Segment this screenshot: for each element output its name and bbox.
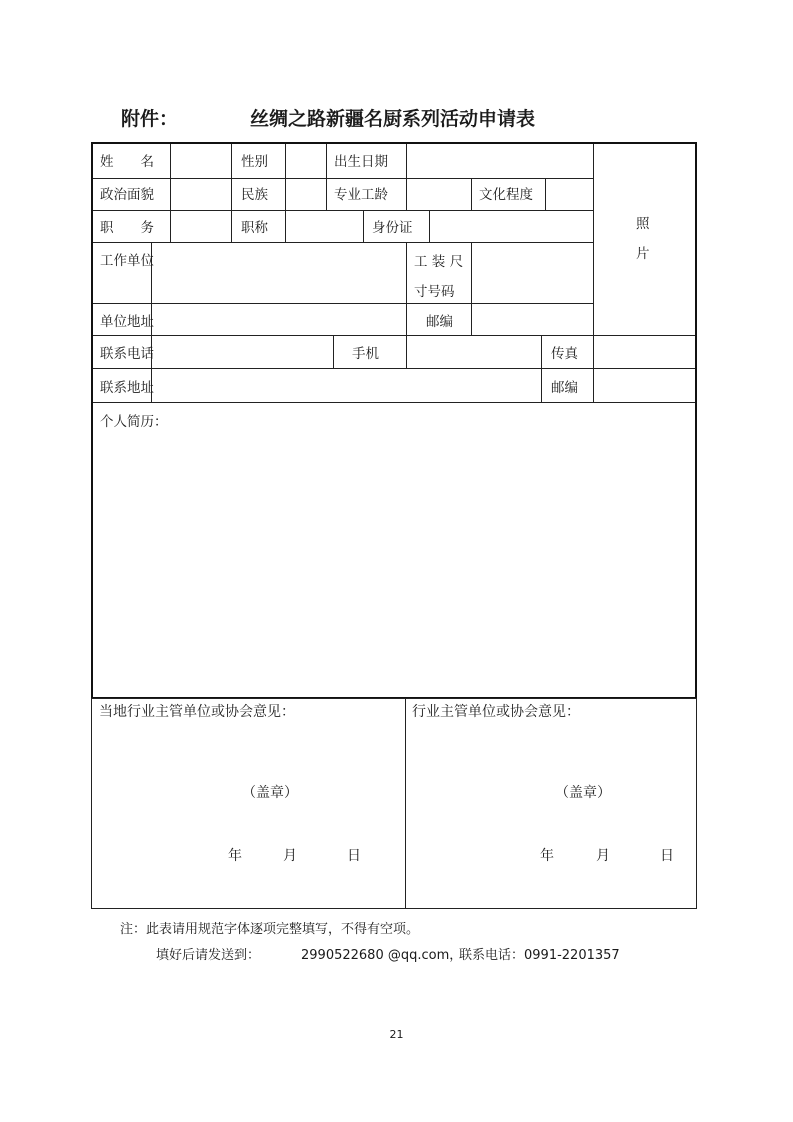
row-divider xyxy=(93,303,593,304)
cell-divider xyxy=(406,335,407,368)
label-birth-date: 出生日期 xyxy=(334,154,388,170)
date-month-right: 月 xyxy=(596,848,610,864)
cell-divider xyxy=(326,144,327,210)
seal-right: （盖章） xyxy=(555,785,611,801)
attachment-label: 附件： xyxy=(121,108,179,130)
label-fax: 传真 xyxy=(551,346,578,362)
application-form xyxy=(91,142,697,699)
date-year-left: 年 xyxy=(228,848,242,864)
cell-divider xyxy=(231,144,232,242)
label-postcode-2: 邮编 xyxy=(551,380,578,396)
row-divider xyxy=(93,402,695,403)
label-professional-years: 专业工龄 xyxy=(334,187,388,203)
date-month-left: 月 xyxy=(283,848,297,864)
label-contact-address: 联系地址 xyxy=(100,380,154,396)
cell-divider xyxy=(471,178,472,210)
seal-left: （盖章） xyxy=(242,785,298,801)
date-year-right: 年 xyxy=(540,848,554,864)
label-postcode: 邮编 xyxy=(426,314,453,330)
row-divider xyxy=(93,210,593,211)
date-day-left: 日 xyxy=(347,848,361,864)
label-gender: 性别 xyxy=(241,154,268,170)
cell-divider xyxy=(170,144,171,242)
send-to-label: 填好后请发送到： xyxy=(156,948,261,963)
row-divider xyxy=(93,335,695,336)
cell-divider xyxy=(471,242,472,335)
label-photo-1: 照 xyxy=(636,216,650,232)
label-education: 文化程度 xyxy=(479,187,533,203)
approval-divider xyxy=(405,699,406,908)
label-id-card: 身份证 xyxy=(372,220,413,236)
label-title-rank: 职称 xyxy=(241,220,268,236)
cell-divider xyxy=(429,210,430,242)
cell-divider xyxy=(285,178,286,210)
date-day-right: 日 xyxy=(660,848,674,864)
row-divider xyxy=(93,242,593,243)
label-name: 姓 名 xyxy=(100,154,154,170)
cell-divider xyxy=(333,335,334,368)
local-authority-opinion-label: 当地行业主管单位或协会意见： xyxy=(99,704,295,720)
cell-divider xyxy=(593,335,594,402)
label-work-unit: 工作单位 xyxy=(100,253,154,269)
email-address: 2990522680 @qq.com， xyxy=(301,948,463,963)
contact-phone-note: 联系电话：0991-2201357 xyxy=(459,948,620,963)
fill-note: 注：此表请用规范字体逐项完整填写，不得有空项。 xyxy=(120,922,420,937)
cell-divider xyxy=(406,242,407,335)
form-title: 丝绸之路新疆名厨系列活动申请表 xyxy=(250,108,536,130)
cell-divider xyxy=(406,144,407,210)
label-resume: 个人简历： xyxy=(100,414,168,430)
label-photo-2: 片 xyxy=(636,246,650,262)
row-divider xyxy=(93,178,593,179)
cell-divider xyxy=(285,210,286,242)
cell-divider xyxy=(541,335,542,402)
row-divider xyxy=(93,368,695,369)
label-position: 职 务 xyxy=(100,220,154,236)
page-number: 21 xyxy=(389,1028,404,1041)
label-uniform-size-2: 寸号码 xyxy=(414,284,455,300)
approval-section xyxy=(91,698,697,909)
label-mobile: 手机 xyxy=(352,346,379,362)
label-uniform-size-1: 工 装 尺 xyxy=(414,254,464,270)
cell-divider xyxy=(363,210,364,242)
authority-opinion-label: 行业主管单位或协会意见： xyxy=(412,704,580,720)
cell-divider xyxy=(285,144,286,178)
label-unit-address: 单位地址 xyxy=(100,314,154,330)
label-ethnicity: 民族 xyxy=(241,187,268,203)
label-political-status: 政治面貌 xyxy=(100,187,154,203)
cell-divider xyxy=(545,178,546,210)
label-contact-phone: 联系电话 xyxy=(100,346,154,362)
